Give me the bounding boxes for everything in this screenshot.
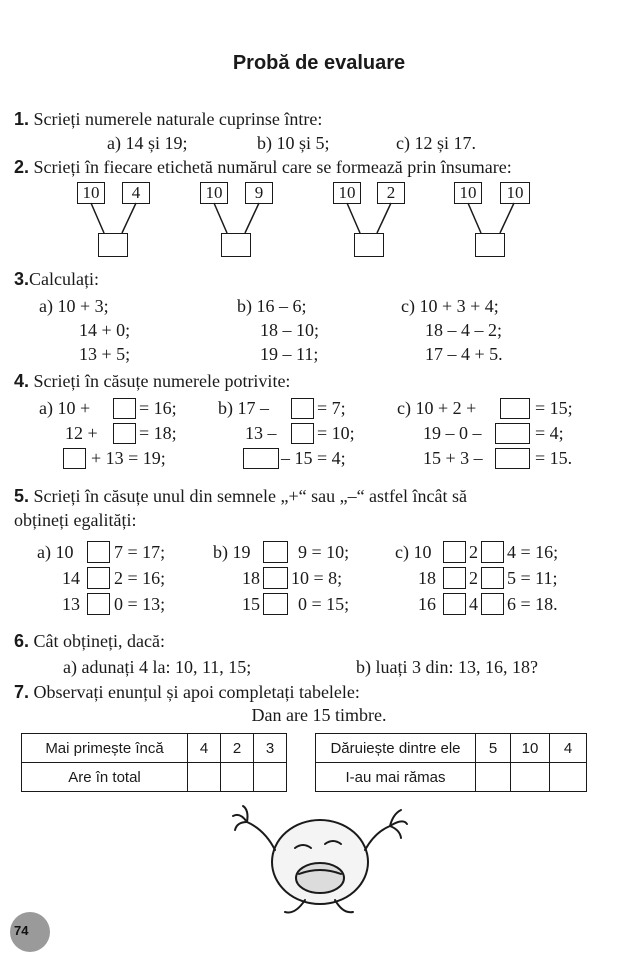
- sign-b-1-right: 9 = 10;: [298, 542, 350, 562]
- exercise-5-statement-cont: obțineți egalități:: [14, 510, 137, 530]
- row-header: Dăruiește dintre ele: [316, 734, 476, 763]
- exercise-text: Cât obțineți, dacă:: [33, 631, 165, 651]
- sign-c-3-mid: 4: [469, 594, 478, 614]
- sign-c-3-left: 16: [418, 594, 436, 614]
- table-row: [22, 763, 287, 792]
- sign-box[interactable]: [443, 567, 466, 589]
- sign-c-2-right: 5 = 11;: [507, 568, 558, 588]
- exercise-2-statement: [14, 157, 512, 178]
- exercise-text: Scrieți în căsuțe numerele potrivite:: [33, 371, 291, 391]
- sign-a-3-left: 13: [62, 594, 80, 614]
- calc-c-1: c) 10 + 3 + 4;: [401, 296, 499, 316]
- sign-box[interactable]: [263, 541, 288, 563]
- addend-label: 2: [377, 182, 405, 204]
- calc-b-3: 19 – 11;: [260, 344, 319, 364]
- exercise-text: Observați enunțul și apoi completați tabelele:: [33, 682, 360, 702]
- calc-c-3: 17 – 4 + 5.: [425, 344, 503, 364]
- calc-c-2: 18 – 4 – 2;: [425, 320, 503, 340]
- fill-a-3-right: + 13 = 19;: [91, 448, 166, 468]
- exercise-1-a: a) 14 și 19;: [107, 133, 188, 153]
- table-cell: 3: [254, 734, 287, 763]
- exercise-6-a: a) adunați 4 la: 10, 11, 15;: [63, 657, 252, 677]
- row-header: Mai primește încă: [22, 734, 188, 763]
- page-title: Probă de evaluare: [232, 52, 406, 74]
- fill-a-2-right: = 18;: [139, 423, 177, 443]
- table-row: [316, 734, 587, 763]
- table-row: [316, 763, 587, 792]
- fill-a-1-left: a) 10 +: [39, 398, 91, 418]
- exercise-7-statement: [14, 682, 360, 703]
- calc-a-2: 14 + 0;: [79, 320, 131, 340]
- sum-answer-box[interactable]: [354, 233, 384, 257]
- exercise-5-statement: [14, 486, 467, 507]
- sign-c-1-right: 4 = 16;: [507, 542, 559, 562]
- fill-box[interactable]: [495, 448, 530, 469]
- table-received: [21, 733, 287, 792]
- addend-label: 4: [122, 182, 150, 204]
- fill-c-1-right: = 15;: [535, 398, 573, 418]
- exercise-1-c: c) 12 și 17.: [396, 133, 476, 153]
- sign-a-1-left: a) 10: [37, 542, 74, 562]
- exercise-number: 4.: [14, 371, 30, 391]
- calc-b-1: b) 16 – 6;: [237, 296, 307, 316]
- fill-box[interactable]: [243, 448, 279, 469]
- exercise-number: 7.: [14, 682, 30, 702]
- exercise-3-statement: [14, 269, 99, 290]
- sum-answer-box[interactable]: [98, 233, 128, 257]
- table-row: [22, 734, 287, 763]
- answer-cell[interactable]: [511, 763, 550, 792]
- addend-label: 10: [500, 182, 530, 204]
- calc-a-1: a) 10 + 3;: [39, 296, 109, 316]
- fill-a-1-right: = 16;: [139, 398, 177, 418]
- table-given-away: [315, 733, 587, 792]
- exercise-text: Scrieți în căsuțe unul din semnele „+“ sau „–“ astfel încât să: [33, 486, 468, 506]
- row-header: I-au mai rămas: [316, 763, 476, 792]
- sign-b-3-right: 0 = 15;: [298, 594, 350, 614]
- answer-cell[interactable]: [188, 763, 221, 792]
- problem-statement: Dan are 15 timbre.: [251, 705, 387, 725]
- addend-label: 10: [333, 182, 361, 204]
- fill-c-2-left: 19 – 0 –: [423, 423, 482, 443]
- fill-b-1-right: = 7;: [317, 398, 346, 418]
- sign-box[interactable]: [263, 567, 288, 589]
- fill-b-1-left: b) 17 –: [218, 398, 269, 418]
- sign-a-3-right: 0 = 13;: [114, 594, 166, 614]
- sign-c-1-mid: 2: [469, 542, 478, 562]
- sign-box[interactable]: [443, 593, 466, 615]
- sign-box[interactable]: [481, 541, 504, 563]
- calc-b-2: 18 – 10;: [260, 320, 320, 340]
- fill-box[interactable]: [63, 448, 86, 469]
- fill-a-2-left: 12 +: [65, 423, 98, 443]
- fill-b-2-right: = 10;: [317, 423, 355, 443]
- addend-label: 10: [454, 182, 482, 204]
- sign-a-1-right: 7 = 17;: [114, 542, 166, 562]
- exercise-number: 1.: [14, 109, 30, 129]
- fill-box[interactable]: [113, 398, 136, 419]
- cartoon-character-illustration: [225, 800, 415, 920]
- row-header: Are în total: [22, 763, 188, 792]
- addend-label: 10: [77, 182, 105, 204]
- fill-b-3-right: – 15 = 4;: [281, 448, 346, 468]
- sign-box[interactable]: [263, 593, 288, 615]
- exercise-number: 3.: [14, 269, 30, 289]
- sign-c-3-right: 6 = 18.: [507, 594, 558, 614]
- fill-c-2-right: = 4;: [535, 423, 564, 443]
- table-cell: 4: [550, 734, 587, 763]
- table-cell: 2: [221, 734, 254, 763]
- fill-box[interactable]: [113, 423, 136, 444]
- sign-a-2-left: 14: [62, 568, 80, 588]
- sum-answer-box[interactable]: [475, 233, 505, 257]
- exercise-text: Calculați:: [29, 269, 99, 289]
- table-cell: 10: [511, 734, 550, 763]
- sign-c-2-mid: 2: [469, 568, 478, 588]
- answer-cell[interactable]: [476, 763, 511, 792]
- calc-a-3: 13 + 5;: [79, 344, 131, 364]
- exercise-6-statement: [14, 631, 165, 652]
- sign-a-2-right: 2 = 16;: [114, 568, 166, 588]
- fill-c-3-right: = 15.: [535, 448, 573, 468]
- fill-box[interactable]: [495, 423, 530, 444]
- answer-cell[interactable]: [221, 763, 254, 792]
- exercise-number: 2.: [14, 157, 30, 177]
- exercise-number: 6.: [14, 631, 30, 651]
- sign-c-1-left: c) 10: [395, 542, 432, 562]
- table-cell: 5: [476, 734, 511, 763]
- fill-c-3-left: 15 + 3 –: [423, 448, 483, 468]
- sign-box[interactable]: [87, 593, 110, 615]
- sign-b-2-right: 10 = 8;: [291, 568, 343, 588]
- table-cell: 4: [188, 734, 221, 763]
- fill-box[interactable]: [500, 398, 530, 419]
- sign-c-2-left: 18: [418, 568, 436, 588]
- sign-box[interactable]: [87, 541, 110, 563]
- exercise-1-b: b) 10 și 5;: [257, 133, 330, 153]
- page-number: 74: [14, 923, 29, 938]
- exercise-1-statement: [14, 109, 322, 130]
- sign-box[interactable]: [481, 593, 504, 615]
- addend-label: 9: [245, 182, 273, 204]
- sign-b-3-left: 15: [242, 594, 260, 614]
- answer-cell[interactable]: [254, 763, 287, 792]
- sign-box[interactable]: [87, 567, 110, 589]
- exercise-text: Scrieți în fiecare etichetă numărul care se formează prin însumare:: [33, 157, 512, 177]
- sum-answer-box[interactable]: [221, 233, 251, 257]
- exercise-6-b: b) luați 3 din: 13, 16, 18?: [356, 657, 538, 677]
- fill-box[interactable]: [291, 423, 314, 444]
- answer-cell[interactable]: [550, 763, 587, 792]
- sign-b-1-left: b) 19: [213, 542, 251, 562]
- fill-box[interactable]: [291, 398, 314, 419]
- sign-b-2-left: 18: [242, 568, 260, 588]
- addend-label: 10: [200, 182, 228, 204]
- fill-c-1-left: c) 10 + 2 +: [397, 398, 477, 418]
- exercise-number: 5.: [14, 486, 30, 506]
- sign-box[interactable]: [481, 567, 504, 589]
- fill-b-2-left: 13 –: [245, 423, 277, 443]
- sign-box[interactable]: [443, 541, 466, 563]
- exercise-text: Scrieți numerele naturale cuprinse între:: [33, 109, 323, 129]
- exercise-4-statement: [14, 371, 290, 392]
